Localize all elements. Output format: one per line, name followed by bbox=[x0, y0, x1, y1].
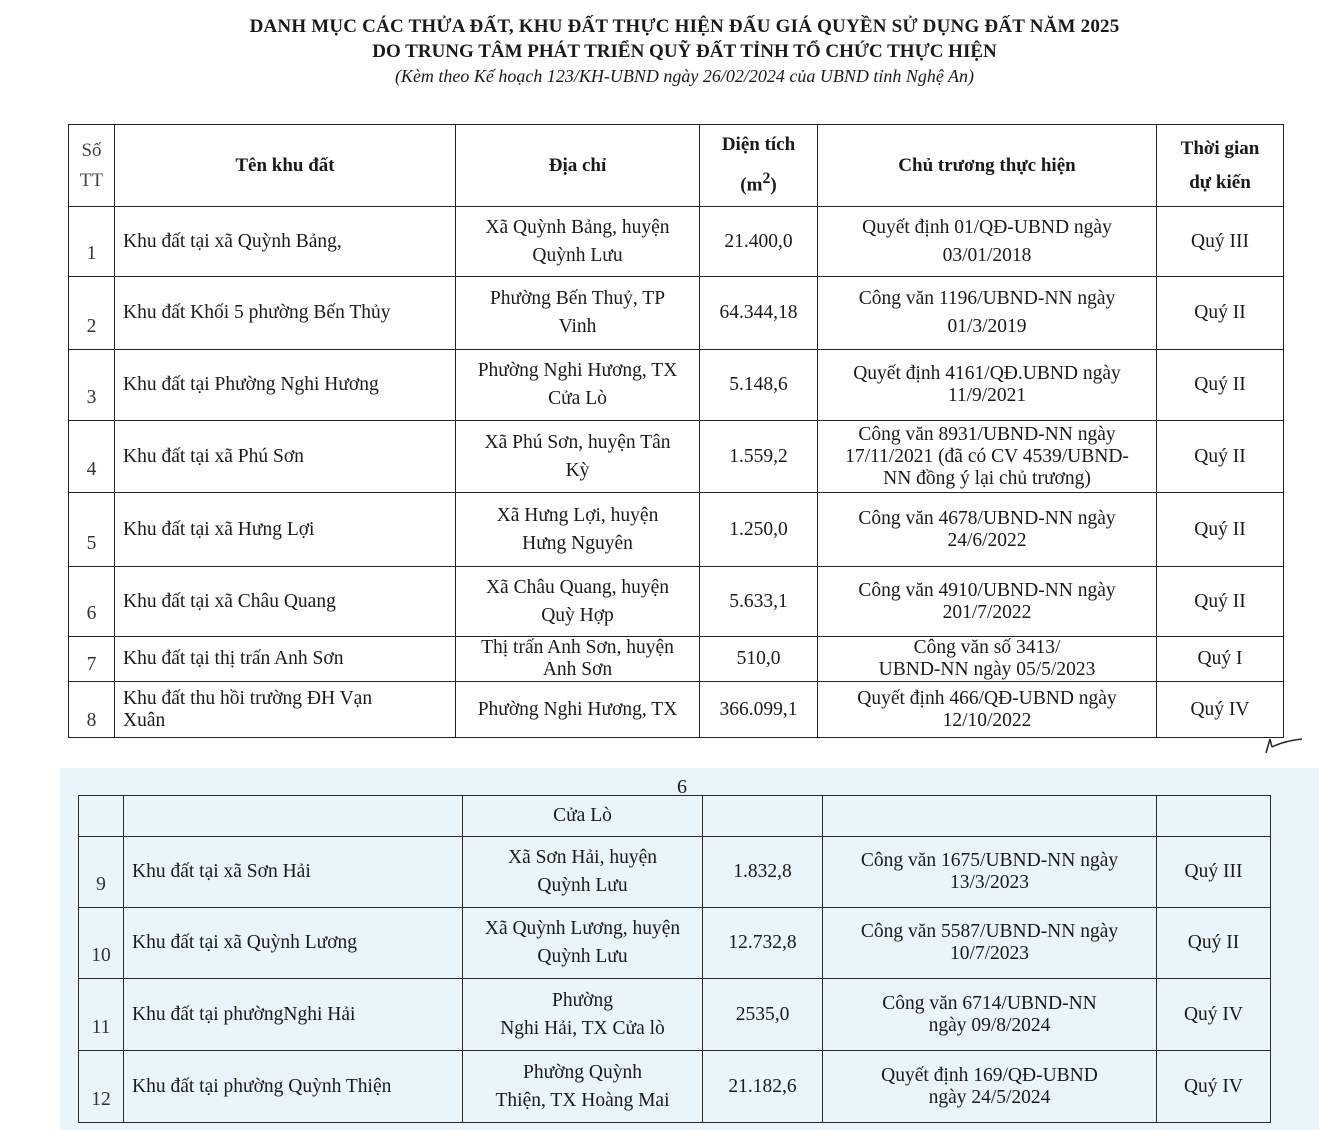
row-number: 9 bbox=[79, 837, 124, 908]
table-row bbox=[69, 493, 1284, 567]
plot-address: Thị trấn Anh Sơn, huyện Anh Sơn bbox=[456, 637, 700, 682]
plot-policy: Quyết định 169/QĐ-UBND ngày 24/5/2024 bbox=[823, 1051, 1157, 1123]
plot-area: 12.732,8 bbox=[703, 908, 823, 979]
empty-cell bbox=[124, 796, 463, 837]
signature-mark bbox=[1262, 733, 1304, 757]
plot-policy: Công văn 4910/UBND-NN ngày 201/7/2022 bbox=[818, 567, 1157, 637]
plot-name: Khu đất tại xã Phú Sơn bbox=[115, 421, 456, 493]
table-row bbox=[69, 637, 1284, 682]
row-number: 10 bbox=[79, 908, 124, 979]
plot-area: 21.182,6 bbox=[703, 1051, 823, 1123]
plot-area: 21.400,0 bbox=[700, 207, 818, 277]
plot-address: Phường Nghi Hương, TX Cửa Lò bbox=[456, 350, 700, 421]
plot-address: Xã Quỳnh Bảng, huyện Quỳnh Lưu bbox=[456, 207, 700, 277]
plot-policy: Công văn 4678/UBND-NN ngày 24/6/2022 bbox=[818, 493, 1157, 567]
plot-policy: Quyết định 4161/QĐ.UBND ngày 11/9/2021 bbox=[818, 350, 1157, 421]
plot-time: Quý I bbox=[1157, 637, 1284, 682]
column-header-time: Thời gian dự kiến bbox=[1157, 125, 1284, 207]
table-row bbox=[69, 421, 1284, 493]
plot-time: Quý IV bbox=[1157, 979, 1271, 1051]
plot-policy: Quyết định 01/QĐ-UBND ngày 03/01/2018 bbox=[818, 207, 1157, 277]
plot-area: 510,0 bbox=[700, 637, 818, 682]
plot-address: Xã Hưng Lợi, huyện Hưng Nguyên bbox=[456, 493, 700, 567]
column-header-stt: Số TT bbox=[69, 125, 115, 207]
plot-name: Khu đất tại xã Châu Quang bbox=[115, 567, 456, 637]
plot-name: Khu đất tại xã Hưng Lợi bbox=[115, 493, 456, 567]
plot-address: Cửa Lò bbox=[463, 796, 703, 837]
plot-time: Quý II bbox=[1157, 567, 1284, 637]
plot-policy: Công văn 5587/UBND-NN ngày 10/7/2023 bbox=[823, 908, 1157, 979]
row-number: 1 bbox=[69, 207, 115, 277]
row-number: 5 bbox=[69, 493, 115, 567]
plot-address: Xã Châu Quang, huyện Quỳ Hợp bbox=[456, 567, 700, 637]
plot-policy: Công văn 8931/UBND-NN ngày 17/11/2021 (đã có CV 4539/UBND- NN đồng ý lại chủ trương) bbox=[818, 421, 1157, 493]
plot-address: Xã Quỳnh Lương, huyện Quỳnh Lưu bbox=[463, 908, 703, 979]
table-header-row bbox=[69, 125, 1284, 207]
plot-time: Quý II bbox=[1157, 421, 1284, 493]
plot-address: Phường Nghi Hải, TX Cửa lò bbox=[463, 979, 703, 1051]
plot-name: Khu đất tại xã Quỳnh Bảng, bbox=[115, 207, 456, 277]
row-number: 11 bbox=[79, 979, 124, 1051]
plot-name: Khu đất thu hồi trường ĐH Vạn Xuân bbox=[115, 682, 456, 738]
table-row bbox=[79, 908, 1271, 979]
plot-area: 5.633,1 bbox=[700, 567, 818, 637]
plot-policy: Công văn 1196/UBND-NN ngày 01/3/2019 bbox=[818, 277, 1157, 350]
document-subtitle: (Kèm theo Kế hoạch 123/KH-UBND ngày 26/02/2024 của UBND tỉnh Nghệ An) bbox=[394, 66, 975, 86]
table-row-continued bbox=[79, 796, 1271, 837]
row-number: 4 bbox=[69, 421, 115, 493]
page-6-section bbox=[60, 768, 1319, 1130]
plot-address: Phường Nghi Hương, TX bbox=[456, 682, 700, 738]
plot-name: Khu đất Khối 5 phường Bến Thủy bbox=[115, 277, 456, 350]
plot-time: Quý II bbox=[1157, 350, 1284, 421]
plot-area: 1.250,0 bbox=[700, 493, 818, 567]
plot-area: 1.832,8 bbox=[703, 837, 823, 908]
document-header bbox=[0, 14, 1319, 88]
document-title-line2: DO TRUNG TÂM PHÁT TRIỂN QUỸ ĐẤT TỈNH TỔ CHỨC THỰC HIỆN bbox=[372, 41, 997, 62]
empty-cell bbox=[79, 796, 124, 837]
plot-name: Khu đất tại thị trấn Anh Sơn bbox=[115, 637, 456, 682]
document-title-line1: DANH MỤC CÁC THỬA ĐẤT, KHU ĐẤT THỰC HIỆN ĐẤU GIÁ QUYỀN SỬ DỤNG ĐẤT NĂM 2025 bbox=[249, 16, 1120, 37]
plot-area: 2535,0 bbox=[703, 979, 823, 1051]
plot-time: Quý II bbox=[1157, 277, 1284, 350]
table-row bbox=[69, 207, 1284, 277]
column-header-address: Địa chỉ bbox=[456, 125, 700, 207]
table-row bbox=[79, 979, 1271, 1051]
row-number: 3 bbox=[69, 350, 115, 421]
plot-address: Phường Quỳnh Thiện, TX Hoàng Mai bbox=[463, 1051, 703, 1123]
plot-name: Khu đất tại Phường Nghi Hương bbox=[115, 350, 456, 421]
column-header-name: Tên khu đất bbox=[115, 125, 456, 207]
plot-address: Xã Sơn Hải, huyện Quỳnh Lưu bbox=[463, 837, 703, 908]
plot-name: Khu đất tại phường Quỳnh Thiện bbox=[124, 1051, 463, 1123]
plot-time: Quý IV bbox=[1157, 682, 1284, 738]
land-plots-table-continued bbox=[78, 795, 1271, 1123]
plot-area: 1.559,2 bbox=[700, 421, 818, 493]
table-row bbox=[79, 1051, 1271, 1123]
plot-area: 366.099,1 bbox=[700, 682, 818, 738]
plot-time: Quý IV bbox=[1157, 1051, 1271, 1123]
column-header-area: Diện tích $(m^2)$ bbox=[700, 125, 818, 207]
empty-cell bbox=[1157, 796, 1271, 837]
plot-time: Quý III bbox=[1157, 207, 1284, 277]
row-number: 7 bbox=[69, 637, 115, 682]
plot-time: Quý II bbox=[1157, 908, 1271, 979]
plot-area: 5.148,6 bbox=[700, 350, 818, 421]
row-number: 8 bbox=[69, 682, 115, 738]
column-header-policy: Chủ trương thực hiện bbox=[818, 125, 1157, 207]
plot-name: Khu đất tại xã Sơn Hải bbox=[124, 837, 463, 908]
plot-policy: Công văn 1675/UBND-NN ngày 13/3/2023 bbox=[823, 837, 1157, 908]
plot-policy: Công văn số 3413/ UBND-NN ngày 05/5/2023 bbox=[818, 637, 1157, 682]
empty-cell bbox=[703, 796, 823, 837]
plot-policy: Công văn 6714/UBND-NN ngày 09/8/2024 bbox=[823, 979, 1157, 1051]
table-row bbox=[69, 567, 1284, 637]
row-number: 2 bbox=[69, 277, 115, 350]
plot-time: Quý II bbox=[1157, 493, 1284, 567]
plot-area: 64.344,18 bbox=[700, 277, 818, 350]
land-plots-table bbox=[68, 124, 1284, 738]
plot-address: Phường Bến Thuỷ, TP Vinh bbox=[456, 277, 700, 350]
plot-time: Quý III bbox=[1157, 837, 1271, 908]
row-number: 12 bbox=[79, 1051, 124, 1123]
page-number: 6 bbox=[677, 776, 687, 798]
plot-address: Xã Phú Sơn, huyện Tân Kỳ bbox=[456, 421, 700, 493]
plot-policy: Quyết định 466/QĐ-UBND ngày 12/10/2022 bbox=[818, 682, 1157, 738]
row-number: 6 bbox=[69, 567, 115, 637]
plot-name: Khu đất tại phườngNghi Hải bbox=[124, 979, 463, 1051]
empty-cell bbox=[823, 796, 1157, 837]
table-row bbox=[69, 350, 1284, 421]
table-row bbox=[69, 277, 1284, 350]
table-row bbox=[79, 837, 1271, 908]
plot-name: Khu đất tại xã Quỳnh Lương bbox=[124, 908, 463, 979]
table-row bbox=[69, 682, 1284, 738]
